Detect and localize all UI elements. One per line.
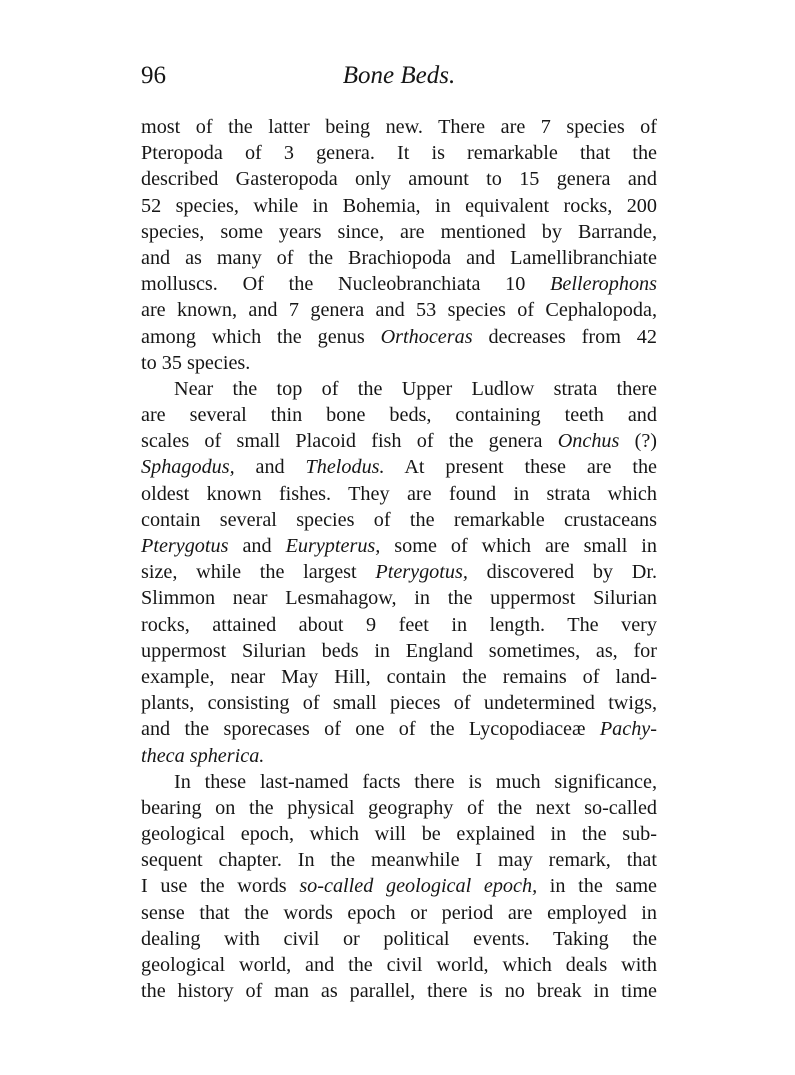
text-line <box>141 612 657 638</box>
text-line <box>141 533 657 559</box>
text-line <box>141 743 657 769</box>
text-line <box>141 376 657 402</box>
text-segment: and as many of the Brachiopoda and Lamellibranchiate <box>141 246 657 269</box>
text-segment: rocks, attained about 9 feet in length. The very <box>141 613 657 636</box>
text-segment: Pteropoda of 3 genera. It is remarkable that the <box>141 142 657 165</box>
text-segment: contain several species of the remarkable crustaceans <box>141 508 657 531</box>
text-line <box>141 454 657 480</box>
text-segment: to 35 species. <box>141 351 251 374</box>
italic-text: so-called geological epoch, <box>299 875 538 898</box>
text-line <box>141 900 657 926</box>
text-segment: and the sporecases of one of the Lycopodiaceæ <box>141 718 600 741</box>
text-line <box>141 638 657 664</box>
text-line <box>141 585 657 611</box>
text-segment: molluscs. Of the Nucleobranchiata 10 <box>141 273 551 296</box>
text-segment: scales of small Placoid fish of the genera <box>141 430 558 453</box>
running-title: Bone Beds. <box>342 62 456 89</box>
text-segment: dealing with civil or political events. Taking the <box>141 927 657 950</box>
italic-text: theca spherica. <box>141 744 265 767</box>
text-segment: described Gasteropoda only amount to 15 genera and <box>141 168 657 191</box>
text-segment: uppermost Silurian beds in England sometimes, as, for <box>141 639 657 662</box>
text-segment: At present these are the <box>384 456 657 479</box>
text-segment: and <box>228 535 286 557</box>
text-segment: and <box>234 456 306 479</box>
text-line <box>141 219 657 245</box>
italic-text: Pterygotus <box>141 535 229 557</box>
text-segment: among which the genus <box>141 325 381 348</box>
text-line <box>141 795 657 821</box>
text-line <box>141 690 657 716</box>
text-segment: Slimmon near Lesmahagow, in the uppermost Silurian <box>141 587 657 610</box>
italic-text: Sphagodus, <box>141 456 235 479</box>
italic-text: Orthoceras <box>380 325 473 348</box>
italic-text: Eurypterus, <box>285 535 381 557</box>
italic-text: Bellerophons <box>550 273 657 296</box>
text-segment: oldest known fishes. They are found in strata which <box>141 482 657 505</box>
text-line <box>141 926 657 952</box>
text-segment: decreases from 42 <box>472 325 657 348</box>
text-segment: in the same <box>537 875 657 898</box>
text-segment: geological epoch, which will be explained in the sub- <box>141 823 657 846</box>
text-line <box>141 716 657 742</box>
text-segment: sense that the words epoch or period are employed in <box>141 901 657 924</box>
text-line <box>141 245 657 271</box>
text-line <box>141 664 657 690</box>
text-segment: size, while the largest <box>141 561 376 584</box>
text-segment: the history of man as parallel, there is no break in time <box>141 980 657 1003</box>
text-line <box>141 873 657 899</box>
text-segment: most of the latter being new. There are 7 species of <box>141 116 657 138</box>
text-line <box>141 428 657 454</box>
text-segment: sequent chapter. In the meanwhile I may remark, that <box>141 849 657 872</box>
text-segment: In these last-named facts there is much significance, <box>174 770 657 793</box>
italic-text: Thelodus. <box>305 456 385 479</box>
text-line <box>141 559 657 585</box>
body-text <box>141 114 657 1004</box>
text-segment: some of which are small in <box>380 535 657 557</box>
text-line <box>141 193 657 219</box>
italic-text: Pachy- <box>599 718 657 741</box>
text-segment: are known, and 7 genera and 53 species of Cephalopoda, <box>141 299 657 322</box>
page-header <box>141 62 657 98</box>
italic-text: Onchus <box>557 430 620 453</box>
text-line <box>141 821 657 847</box>
page-number: 96 <box>141 62 166 89</box>
text-segment: (?) <box>619 430 658 453</box>
text-segment: bearing on the physical geography of the next so-called <box>141 796 657 819</box>
text-line <box>141 769 657 795</box>
text-line <box>141 978 657 1004</box>
text-segment: Near the top of the Upper Ludlow strata there <box>174 377 657 400</box>
text-line <box>141 507 657 533</box>
text-segment: discovered by Dr. <box>467 561 657 584</box>
text-line <box>141 166 657 192</box>
text-segment: 52 species, while in Bohemia, in equivalent rocks, 200 <box>141 194 657 217</box>
text-segment: species, some years since, are mentioned by Barrande, <box>141 220 657 243</box>
text-segment: example, near May Hill, contain the remains of land- <box>141 665 657 688</box>
text-line <box>141 324 657 350</box>
text-line <box>141 271 657 297</box>
text-line <box>141 350 657 376</box>
text-segment: are several thin bone beds, containing teeth and <box>141 404 657 427</box>
text-segment: geological world, and the civil world, which deals with <box>141 954 657 976</box>
text-segment: plants, consisting of small pieces of undetermined twigs, <box>141 692 657 715</box>
text-segment: I use the words <box>141 875 300 898</box>
text-line <box>141 140 657 166</box>
text-line <box>141 114 657 140</box>
italic-text: Pterygotus, <box>375 561 468 584</box>
text-line <box>141 481 657 507</box>
text-line <box>141 952 657 978</box>
text-line <box>141 402 657 428</box>
text-line <box>141 847 657 873</box>
text-line <box>141 297 657 323</box>
